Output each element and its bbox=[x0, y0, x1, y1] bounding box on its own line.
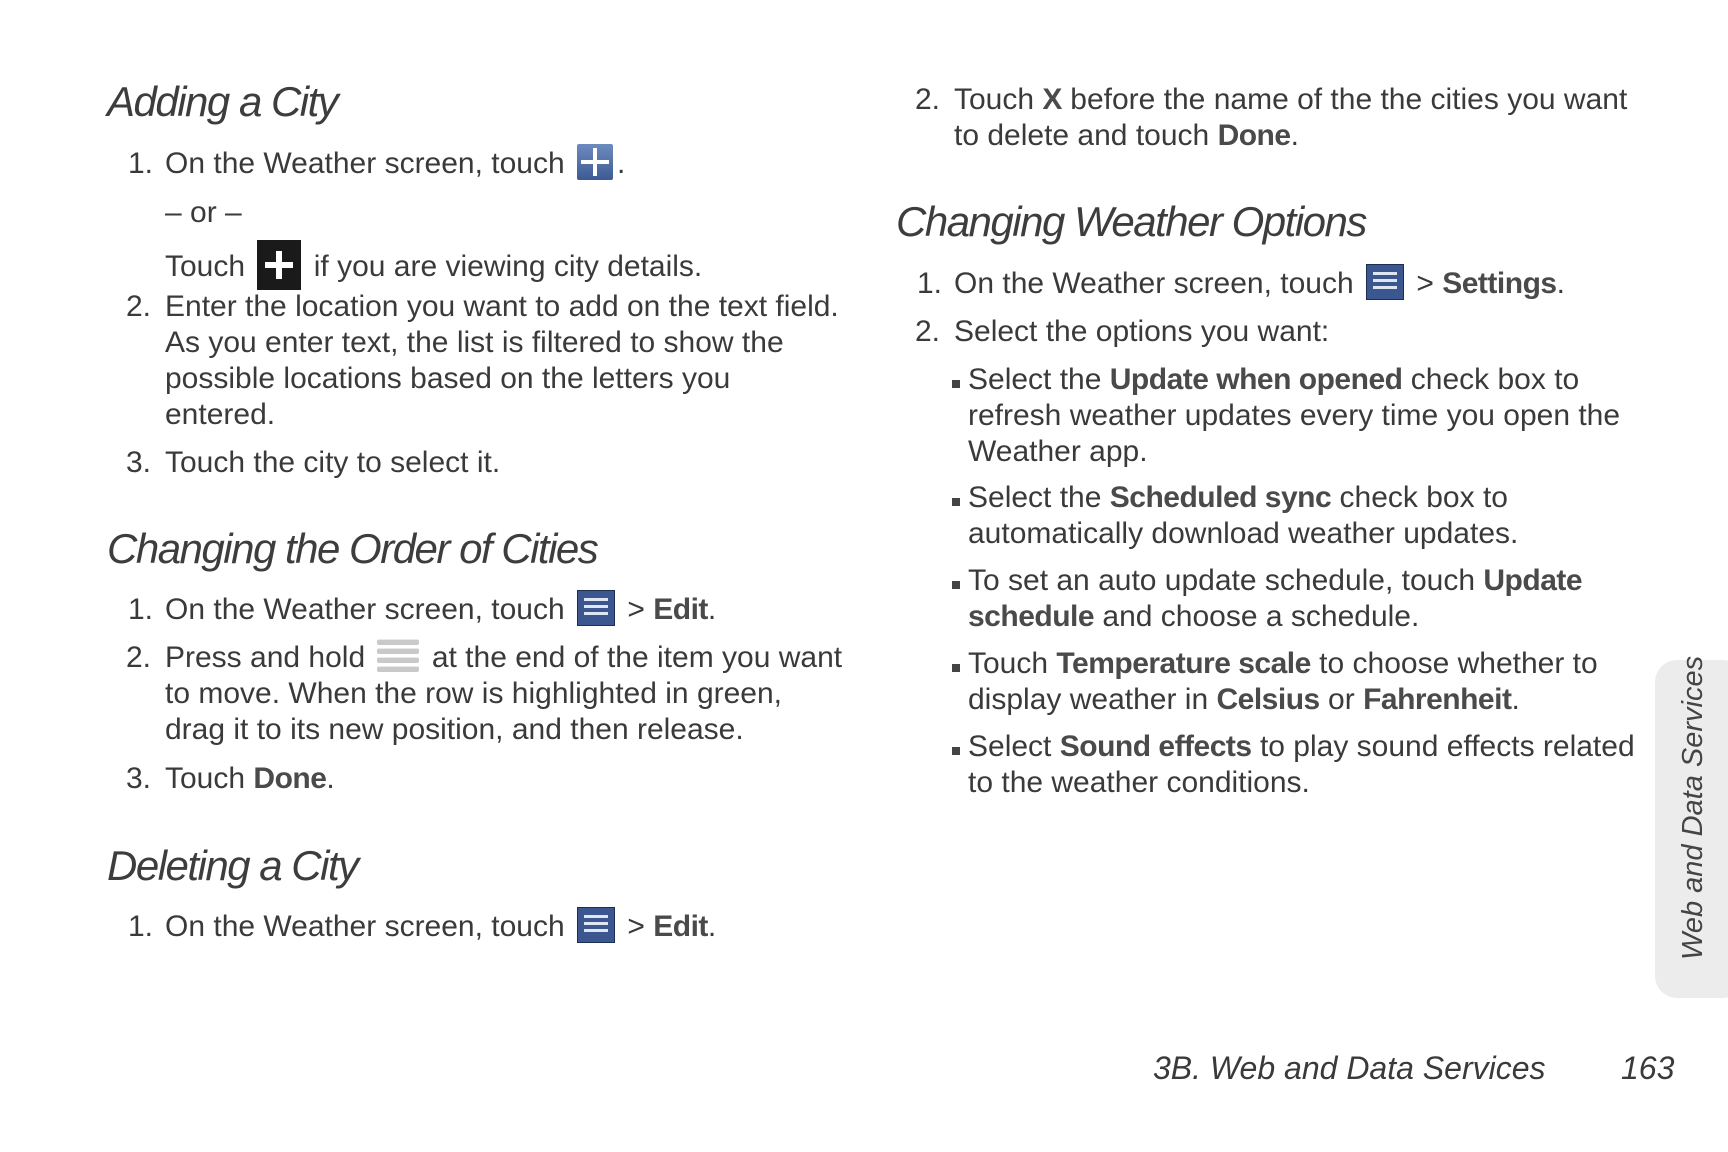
step-text bbox=[165, 243, 702, 293]
bullet-marker bbox=[952, 581, 960, 589]
step-text-part: Touch bbox=[954, 83, 1035, 116]
drag-handle-line bbox=[377, 657, 419, 663]
step-text: Select the options you want: bbox=[954, 315, 1330, 348]
step-text-part: Touch bbox=[165, 249, 246, 283]
bullet-text-part: to choose whether to bbox=[1319, 647, 1598, 680]
step-text-part: . bbox=[1556, 267, 1565, 300]
bullet-text-line bbox=[968, 682, 1520, 718]
add-icon bbox=[577, 144, 613, 180]
step-text: Touch the city to select it. bbox=[165, 446, 501, 479]
bullet-text-line bbox=[968, 599, 1419, 635]
step-number: 1. bbox=[917, 267, 943, 300]
page-number: 163 bbox=[1621, 1050, 1675, 1086]
edit-label: Edit bbox=[653, 593, 708, 626]
bullet-text bbox=[968, 563, 1582, 599]
heading-deleting-a-city: Deleting a City bbox=[107, 842, 358, 889]
step-text-part: if you are viewing city details. bbox=[313, 249, 703, 283]
update-when-opened-label: Update when opened bbox=[1109, 363, 1403, 396]
bullet-text-part: to play sound effects related bbox=[1259, 730, 1635, 763]
bullet-text-part: Select the bbox=[968, 363, 1102, 396]
step-text-line: As you enter text, the list is filtered to show the bbox=[165, 326, 784, 359]
menu-icon-line bbox=[584, 915, 608, 918]
step-number: 1. bbox=[128, 593, 154, 626]
menu-icon-line bbox=[1373, 272, 1397, 275]
footer-section-title: 3B. Web and Data Services bbox=[1153, 1050, 1546, 1086]
settings-label: Settings bbox=[1442, 267, 1557, 300]
menu-icon-line bbox=[584, 605, 608, 608]
step-text-part: . bbox=[326, 762, 335, 795]
bullet-marker bbox=[952, 498, 960, 506]
bullet-text-part: Touch bbox=[968, 647, 1049, 680]
drag-handle-icon bbox=[377, 637, 419, 675]
menu-icon-line bbox=[1373, 279, 1397, 282]
step-text-part: On the Weather screen, touch bbox=[165, 910, 565, 943]
separator-gt: > bbox=[627, 593, 645, 626]
bullet-text-part: check box to bbox=[1339, 481, 1508, 514]
bullet-marker bbox=[952, 747, 960, 755]
step-text bbox=[165, 909, 716, 946]
bullet-text bbox=[968, 480, 1508, 516]
drag-handle-line bbox=[377, 639, 419, 645]
step-text-line bbox=[954, 118, 1299, 154]
step-text-part: . bbox=[1290, 119, 1299, 152]
step-text-part: at the end of the item you want bbox=[431, 641, 843, 674]
step-text-part: On the Weather screen, touch bbox=[954, 267, 1354, 300]
fahrenheit-label: Fahrenheit bbox=[1363, 683, 1512, 716]
bullet-text bbox=[968, 646, 1598, 682]
step-text-line: Enter the location you want to add on the text field. bbox=[165, 290, 839, 323]
or-separator: – or – bbox=[165, 196, 242, 229]
done-label: Done bbox=[1217, 119, 1291, 152]
step-text-line: drag it to its new position, and then release. bbox=[165, 713, 744, 746]
step-text-part: before the name of the the cities you want bbox=[1070, 83, 1628, 116]
menu-icon-line bbox=[1373, 286, 1397, 289]
step-text-part: On the Weather screen, touch bbox=[165, 147, 565, 180]
step-text-part: Touch bbox=[165, 762, 246, 795]
drag-handle-line bbox=[377, 666, 419, 672]
menu-icon bbox=[1366, 264, 1404, 300]
bullet-text-part: Select bbox=[968, 730, 1052, 763]
drag-handle-line bbox=[377, 648, 419, 654]
bullet-text-part: and choose a schedule. bbox=[1102, 600, 1420, 633]
separator-gt: > bbox=[1416, 267, 1434, 300]
step-number: 3. bbox=[126, 762, 152, 795]
done-label: Done bbox=[253, 762, 327, 795]
celsius-label: Celsius bbox=[1216, 683, 1320, 716]
step-text-line: to move. When the row is highlighted in green, bbox=[165, 677, 783, 710]
step-text bbox=[954, 82, 1627, 118]
step-number: 2. bbox=[126, 641, 152, 674]
step-text-part: . bbox=[707, 910, 717, 943]
step-number: 1. bbox=[128, 910, 154, 943]
scheduled-sync-label: Scheduled sync bbox=[1109, 481, 1332, 514]
step-text-part: . bbox=[617, 147, 626, 180]
menu-icon bbox=[577, 590, 615, 626]
menu-icon bbox=[577, 907, 615, 943]
bullet-text-line: to the weather conditions. bbox=[968, 766, 1310, 799]
step-text bbox=[165, 592, 716, 629]
update-schedule-label: schedule bbox=[968, 600, 1095, 633]
heading-adding-a-city: Adding a City bbox=[107, 78, 338, 125]
menu-icon-line bbox=[584, 612, 608, 615]
bullet-text-part: . bbox=[1511, 683, 1520, 716]
step-text bbox=[954, 266, 1565, 303]
separator-gt: > bbox=[627, 910, 645, 943]
step-text-line: entered. bbox=[165, 398, 276, 431]
step-number: 1. bbox=[128, 147, 154, 180]
menu-icon-line bbox=[584, 598, 608, 601]
bullet-text-part: To set an auto update schedule, touch bbox=[968, 564, 1476, 597]
bullet-text-line: refresh weather updates every time you open the bbox=[968, 399, 1621, 432]
bullet-text bbox=[968, 362, 1579, 398]
step-text bbox=[165, 761, 335, 797]
step-number: 2. bbox=[915, 83, 941, 116]
step-text bbox=[165, 146, 625, 183]
bullet-marker bbox=[952, 664, 960, 672]
step-number: 2. bbox=[126, 290, 152, 323]
bullet-text-part: or bbox=[1328, 683, 1355, 716]
heading-changing-weather-options: Changing Weather Options bbox=[896, 198, 1366, 245]
add-icon-dark bbox=[257, 240, 301, 290]
step-text-part: . bbox=[707, 593, 717, 626]
update-schedule-label: Update bbox=[1483, 564, 1583, 597]
step-text-line: possible locations based on the letters you bbox=[165, 362, 731, 395]
step-text bbox=[165, 640, 842, 678]
bullet-text-line: Weather app. bbox=[968, 435, 1148, 468]
step-number: 3. bbox=[126, 446, 152, 479]
step-text-part: On the Weather screen, touch bbox=[165, 593, 565, 626]
bullet-text bbox=[968, 729, 1635, 765]
step-text-part: to delete and touch bbox=[954, 119, 1210, 152]
menu-icon-line bbox=[584, 929, 608, 932]
x-label: X bbox=[1042, 83, 1062, 116]
bullet-text-part: Select the bbox=[968, 481, 1102, 514]
section-side-tab-label: Web and Data Services bbox=[1677, 655, 1709, 960]
menu-icon-line bbox=[584, 922, 608, 925]
sound-effects-label: Sound effects bbox=[1059, 730, 1252, 763]
edit-label: Edit bbox=[653, 910, 708, 943]
step-text-part: Press and hold bbox=[165, 641, 366, 674]
bullet-text-part: check box to bbox=[1410, 363, 1580, 396]
bullet-marker bbox=[952, 380, 960, 388]
heading-changing-order: Changing the Order of Cities bbox=[107, 525, 598, 572]
bullet-text-line: automatically download weather updates. bbox=[968, 517, 1519, 550]
temperature-scale-label: Temperature scale bbox=[1056, 647, 1311, 680]
bullet-text-part: display weather in bbox=[968, 683, 1209, 716]
step-number: 2. bbox=[915, 315, 941, 348]
